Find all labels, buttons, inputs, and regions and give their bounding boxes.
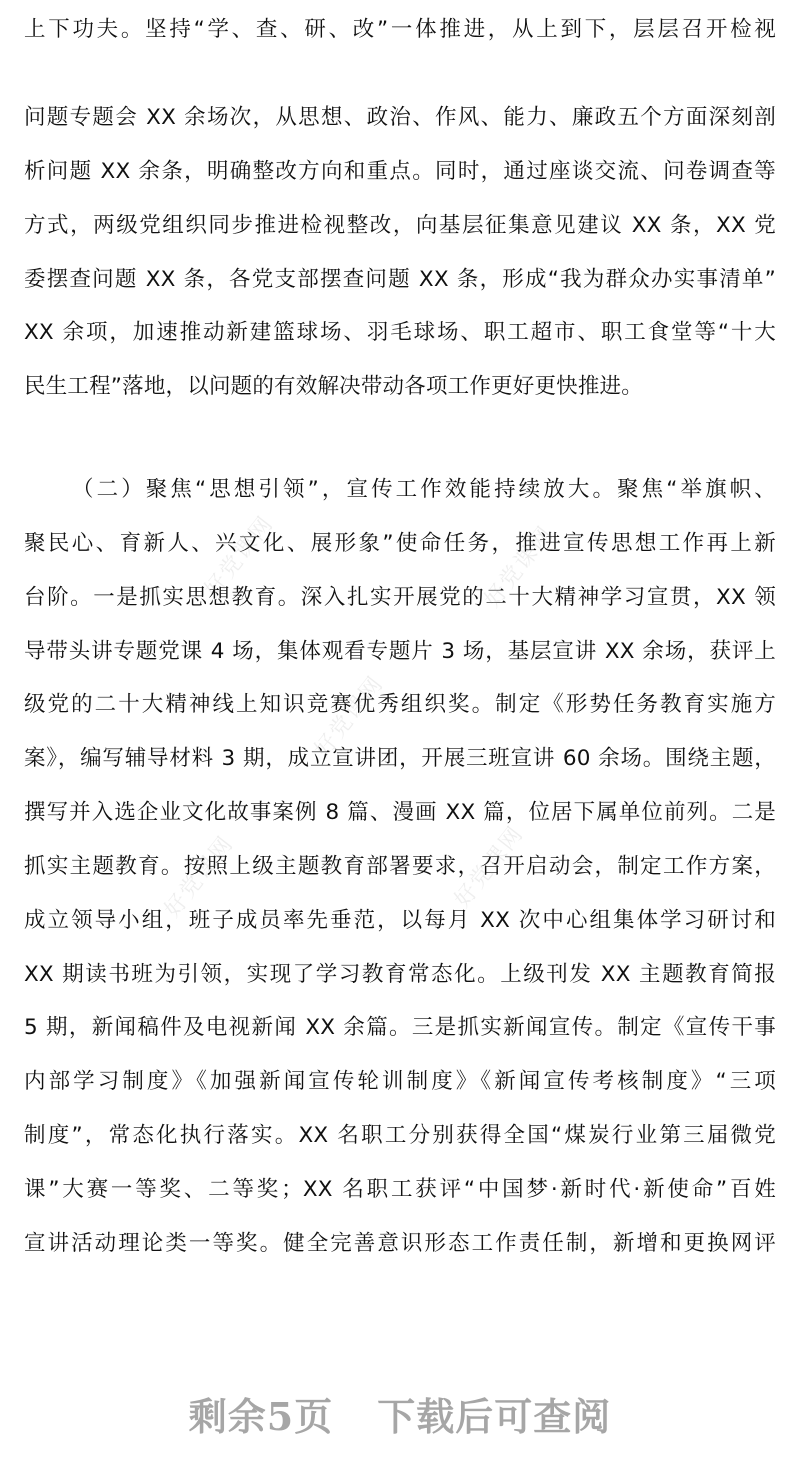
- watermark: 好党课网: [450, 821, 529, 913]
- text-line: 问题专题会 XX 余场次，从思想、政治、作风、能力、廉政五个方面深刻剖: [24, 105, 776, 130]
- text-line: 制度”，常态化执行落实。XX 名职工分别获得全国“煤炭行业第三届微党: [24, 1123, 776, 1148]
- text-line: 方式，两级党组织同步推进检视整改，向基层征集意见建议 XX 条，XX 党: [24, 213, 776, 238]
- download-prompt[interactable]: [0, 1386, 800, 1441]
- text-line: 台阶。一是抓实思想教育。深入扎实开展党的二十大精神学习宣贯，XX 领: [24, 585, 776, 610]
- section-heading-line: （二）聚焦“思想引领”，宣传工作效能持续放大。聚焦“举旗帜、: [72, 477, 776, 502]
- text-line: 民生工程”落地，以问题的有效解决带动各项工作更好更快推进。: [24, 374, 643, 399]
- text-line: 抓实主题教育。按照上级主题教育部署要求，召开启动会，制定工作方案，: [24, 854, 776, 879]
- text-line: 级党的二十大精神线上知识竞赛优秀组织奖。制定《形势任务教育实施方: [24, 692, 776, 717]
- text-line: XX 余项，加速推动新建篮球场、羽毛球场、职工超市、职工食堂等“十大: [24, 320, 776, 345]
- text-line: 5 期，新闻稿件及电视新闻 XX 余篇。三是抓实新闻宣传。制定《宣传干事: [24, 1015, 776, 1040]
- text-line: 撰写并入选企业文化故事案例 8 篇、漫画 XX 篇，位居下属单位前列。二是: [24, 800, 776, 825]
- watermark: 好党课网: [200, 511, 279, 603]
- remaining-pages-label: 剩余5页: [188, 1394, 334, 1439]
- watermark: 好党课网: [480, 521, 559, 613]
- text-line: 案》，编写辅导材料 3 期，成立宣讲团，开展三班宣讲 60 余场。围绕主题，: [24, 746, 776, 771]
- text-line: 聚民心、育新人、兴文化、展形象”使命任务，推进宣传思想工作再上新: [24, 531, 776, 556]
- text-line: 导带头讲专题党课 4 场，集体观看专题片 3 场，基层宣讲 XX 余场，获评上: [24, 639, 776, 664]
- text-line: 成立领导小组，班子成员率先垂范，以每月 XX 次中心组集体学习研讨和: [24, 908, 776, 933]
- watermark: 好党课网: [310, 671, 389, 763]
- text-line: 宣讲活动理论类一等奖。健全完善意识形态工作责任制，新增和更换网评: [24, 1231, 776, 1256]
- text-line: 课”大赛一等奖、二等奖；XX 名职工获评“中国梦·新时代·新使命”百姓: [24, 1177, 776, 1202]
- text-line: 上下功夫。坚持“学、查、研、改”一体推进，从上到下，层层召开检视: [24, 17, 776, 42]
- text-line: 内部学习制度》《加强新闻宣传轮训制度》《新闻宣传考核制度》“三项: [24, 1069, 776, 1094]
- text-line: 析问题 XX 余条，明确整改方向和重点。同时，通过座谈交流、问卷调查等: [24, 159, 776, 184]
- download-hint-label: 下载后可查阅: [377, 1394, 612, 1439]
- text-line: 委摆查问题 XX 条，各党支部摆查问题 XX 条，形成“我为群众办实事清单”: [24, 267, 776, 292]
- watermark: 好党课网: [160, 831, 239, 923]
- text-line: XX 期读书班为引领，实现了学习教育常态化。上级刊发 XX 主题教育简报: [24, 962, 776, 987]
